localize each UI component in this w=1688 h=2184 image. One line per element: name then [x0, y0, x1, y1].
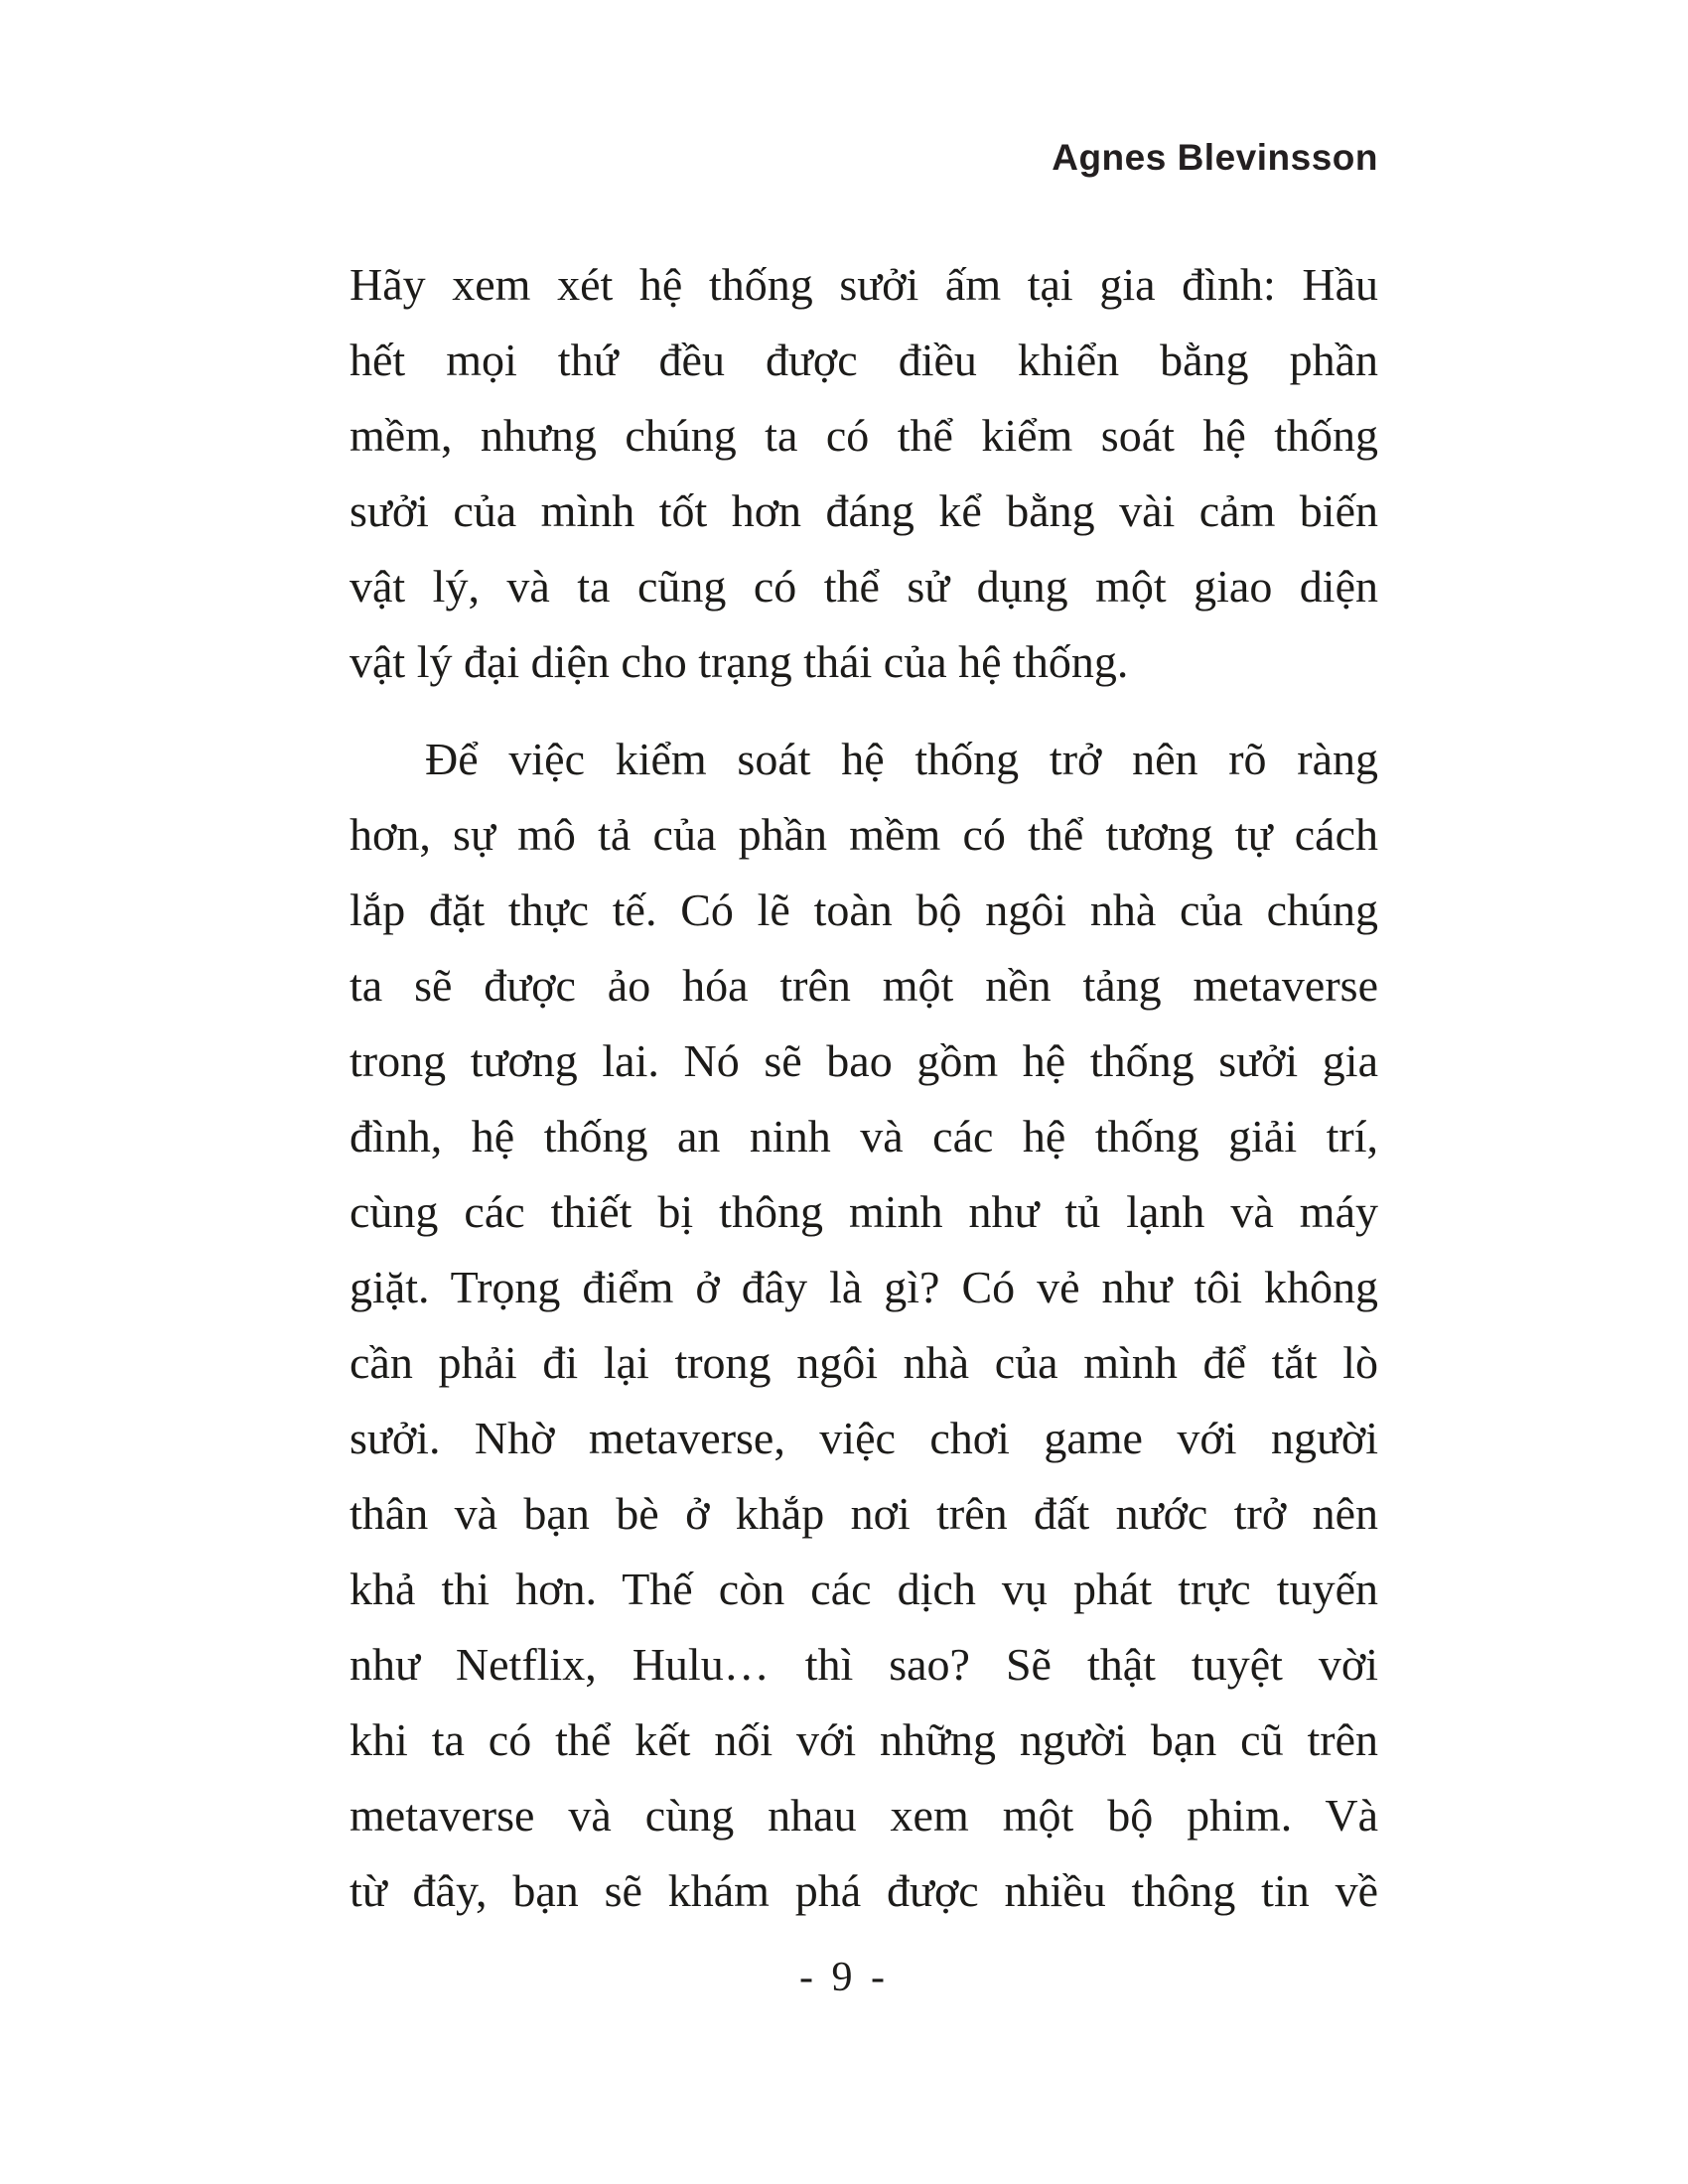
- paragraph-1: [350, 247, 1378, 700]
- running-header: Agnes Blevinsson: [1052, 137, 1378, 178]
- body-line: sưởi. Nhờ metaverse, việc chơi game với người: [350, 1413, 1378, 1463]
- body-line: cùng các thiết bị thông minh như tủ lạnh và máy: [350, 1186, 1378, 1237]
- body-line: đình, hệ thống an ninh và các hệ thống giải trí,: [350, 1111, 1378, 1161]
- body-line: từ đây, bạn sẽ khám phá được nhiều thông tin về: [350, 1865, 1378, 1916]
- body-line: vật lý đại diện cho trạng thái của hệ thống.: [350, 636, 1129, 687]
- body-text: [350, 247, 1378, 1929]
- body-line: metaverse và cùng nhau xem một bộ phim. Và: [350, 1790, 1378, 1841]
- body-line: sưởi của mình tốt hơn đáng kể bằng vài cảm biến: [350, 485, 1378, 536]
- body-line: trong tương lai. Nó sẽ bao gồm hệ thống sưởi gia: [350, 1035, 1378, 1086]
- body-line: vật lý, và ta cũng có thể sử dụng một giao diện: [350, 561, 1378, 612]
- body-line: hết mọi thứ đều được điều khiển bằng phần: [350, 335, 1378, 385]
- body-line: Để việc kiểm soát hệ thống trở nên rõ ràng: [425, 734, 1378, 784]
- body-line: mềm, nhưng chúng ta có thể kiểm soát hệ thống: [350, 410, 1378, 461]
- body-line: giặt. Trọng điểm ở đây là gì? Có vẻ như tôi không: [350, 1262, 1378, 1312]
- body-line: ta sẽ được ảo hóa trên một nền tảng metaverse: [350, 960, 1378, 1011]
- body-line: thân và bạn bè ở khắp nơi trên đất nước trở nên: [350, 1488, 1378, 1539]
- body-line: như Netflix, Hulu… thì sao? Sẽ thật tuyệt vời: [350, 1639, 1378, 1690]
- body-line: khi ta có thể kết nối với những người bạn cũ trên: [350, 1714, 1378, 1765]
- body-line: Hãy xem xét hệ thống sưởi ấm tại gia đình: Hầu: [350, 259, 1378, 310]
- body-line: lắp đặt thực tế. Có lẽ toàn bộ ngôi nhà của chúng: [350, 885, 1378, 935]
- body-line: khả thi hơn. Thế còn các dịch vụ phát trực tuyến: [350, 1564, 1378, 1614]
- paragraph-2: [350, 722, 1378, 1929]
- body-line: cần phải đi lại trong ngôi nhà của mình để tắt lò: [350, 1337, 1378, 1388]
- body-line: hơn, sự mô tả của phần mềm có thể tương tự cách: [350, 809, 1378, 860]
- page-number: - 9 -: [799, 1955, 889, 2000]
